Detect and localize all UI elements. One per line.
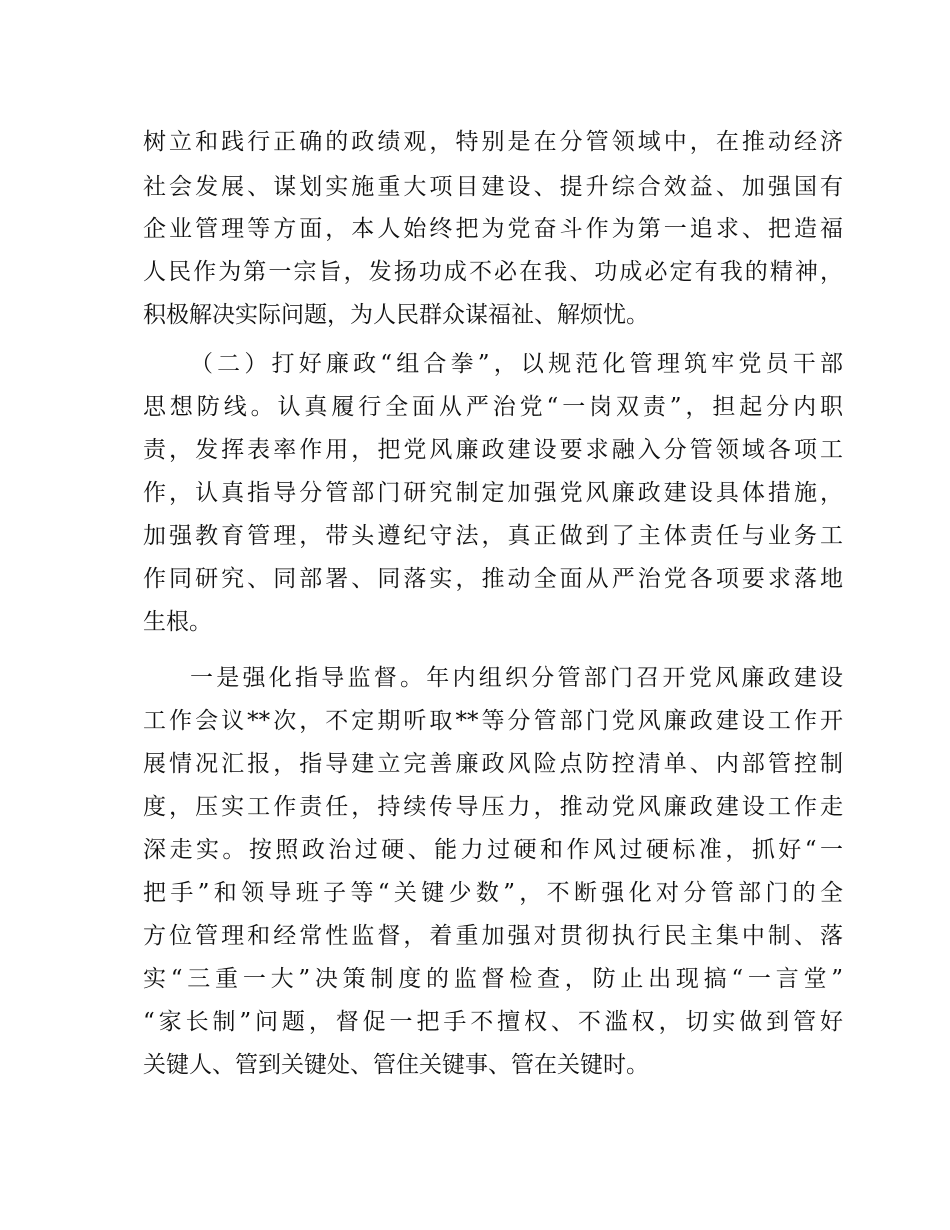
text-line: 实“三重一大”决策制度的监督检查，防止出现搞“一言堂” bbox=[143, 966, 843, 992]
text-line: 责，发挥表率作用，把党风廉政建设要求融入分管领域各项工 bbox=[143, 437, 843, 463]
text-line: 思想防线。认真履行全面从严治党“一岗双责”，担起分内职 bbox=[143, 394, 843, 420]
text-line: 度，压实工作责任，持续传导压力，推动党风廉政建设工作走 bbox=[143, 794, 843, 820]
text-line: 树立和践行正确的政绩观，特别是在分管领域中，在推动经济 bbox=[143, 129, 843, 155]
text-line: 加强教育管理，带头遵纪守法，真正做到了主体责任与业务工 bbox=[143, 523, 843, 549]
text-line: 方位管理和经常性监督，着重加强对贯彻执行民主集中制、落 bbox=[143, 923, 843, 949]
text-line: 生根。 bbox=[143, 609, 212, 635]
text-line: “家长制”问题，督促一把手不擅权、不滥权，切实做到管好 bbox=[143, 1009, 843, 1035]
text-line: 把手”和领导班子等“关键少数”，不断强化对分管部门的全 bbox=[143, 880, 843, 906]
text-line: 作，认真指导分管部门研究制定加强党风廉政建设具体措施， bbox=[143, 480, 843, 506]
text-line: 作同研究、同部署、同落实，推动全面从严治党各项要求落地 bbox=[143, 566, 843, 592]
text-line: 企业管理等方面，本人始终把为党奋斗作为第一追求、把造福 bbox=[143, 216, 843, 242]
text-line: 一是强化指导监督。年内组织分管部门召开党风廉政建设 bbox=[190, 665, 843, 691]
text-line: （二）打好廉政“组合拳”，以规范化管理筑牢党员干部 bbox=[190, 351, 843, 377]
text-line: 积极解决实际问题，为人民群众谋福祉、解烦忧。 bbox=[143, 302, 649, 328]
text-line: 工作会议**次，不定期听取**等分管部门党风廉政建设工作开 bbox=[143, 708, 843, 734]
text-line: 展情况汇报，指导建立完善廉政风险点防控清单、内部管控制 bbox=[143, 751, 843, 777]
text-line: 关键人、管到关键处、管住关键事、管在关键时。 bbox=[143, 1052, 649, 1078]
text-line: 社会发展、谋划实施重大项目建设、提升综合效益、加强国有 bbox=[143, 174, 843, 200]
text-line: 人民作为第一宗旨，发扬功成不必在我、功成必定有我的精神， bbox=[143, 259, 843, 285]
text-line: 深走实。按照政治过硬、能力过硬和作风过硬标准，抓好“一 bbox=[143, 837, 843, 863]
